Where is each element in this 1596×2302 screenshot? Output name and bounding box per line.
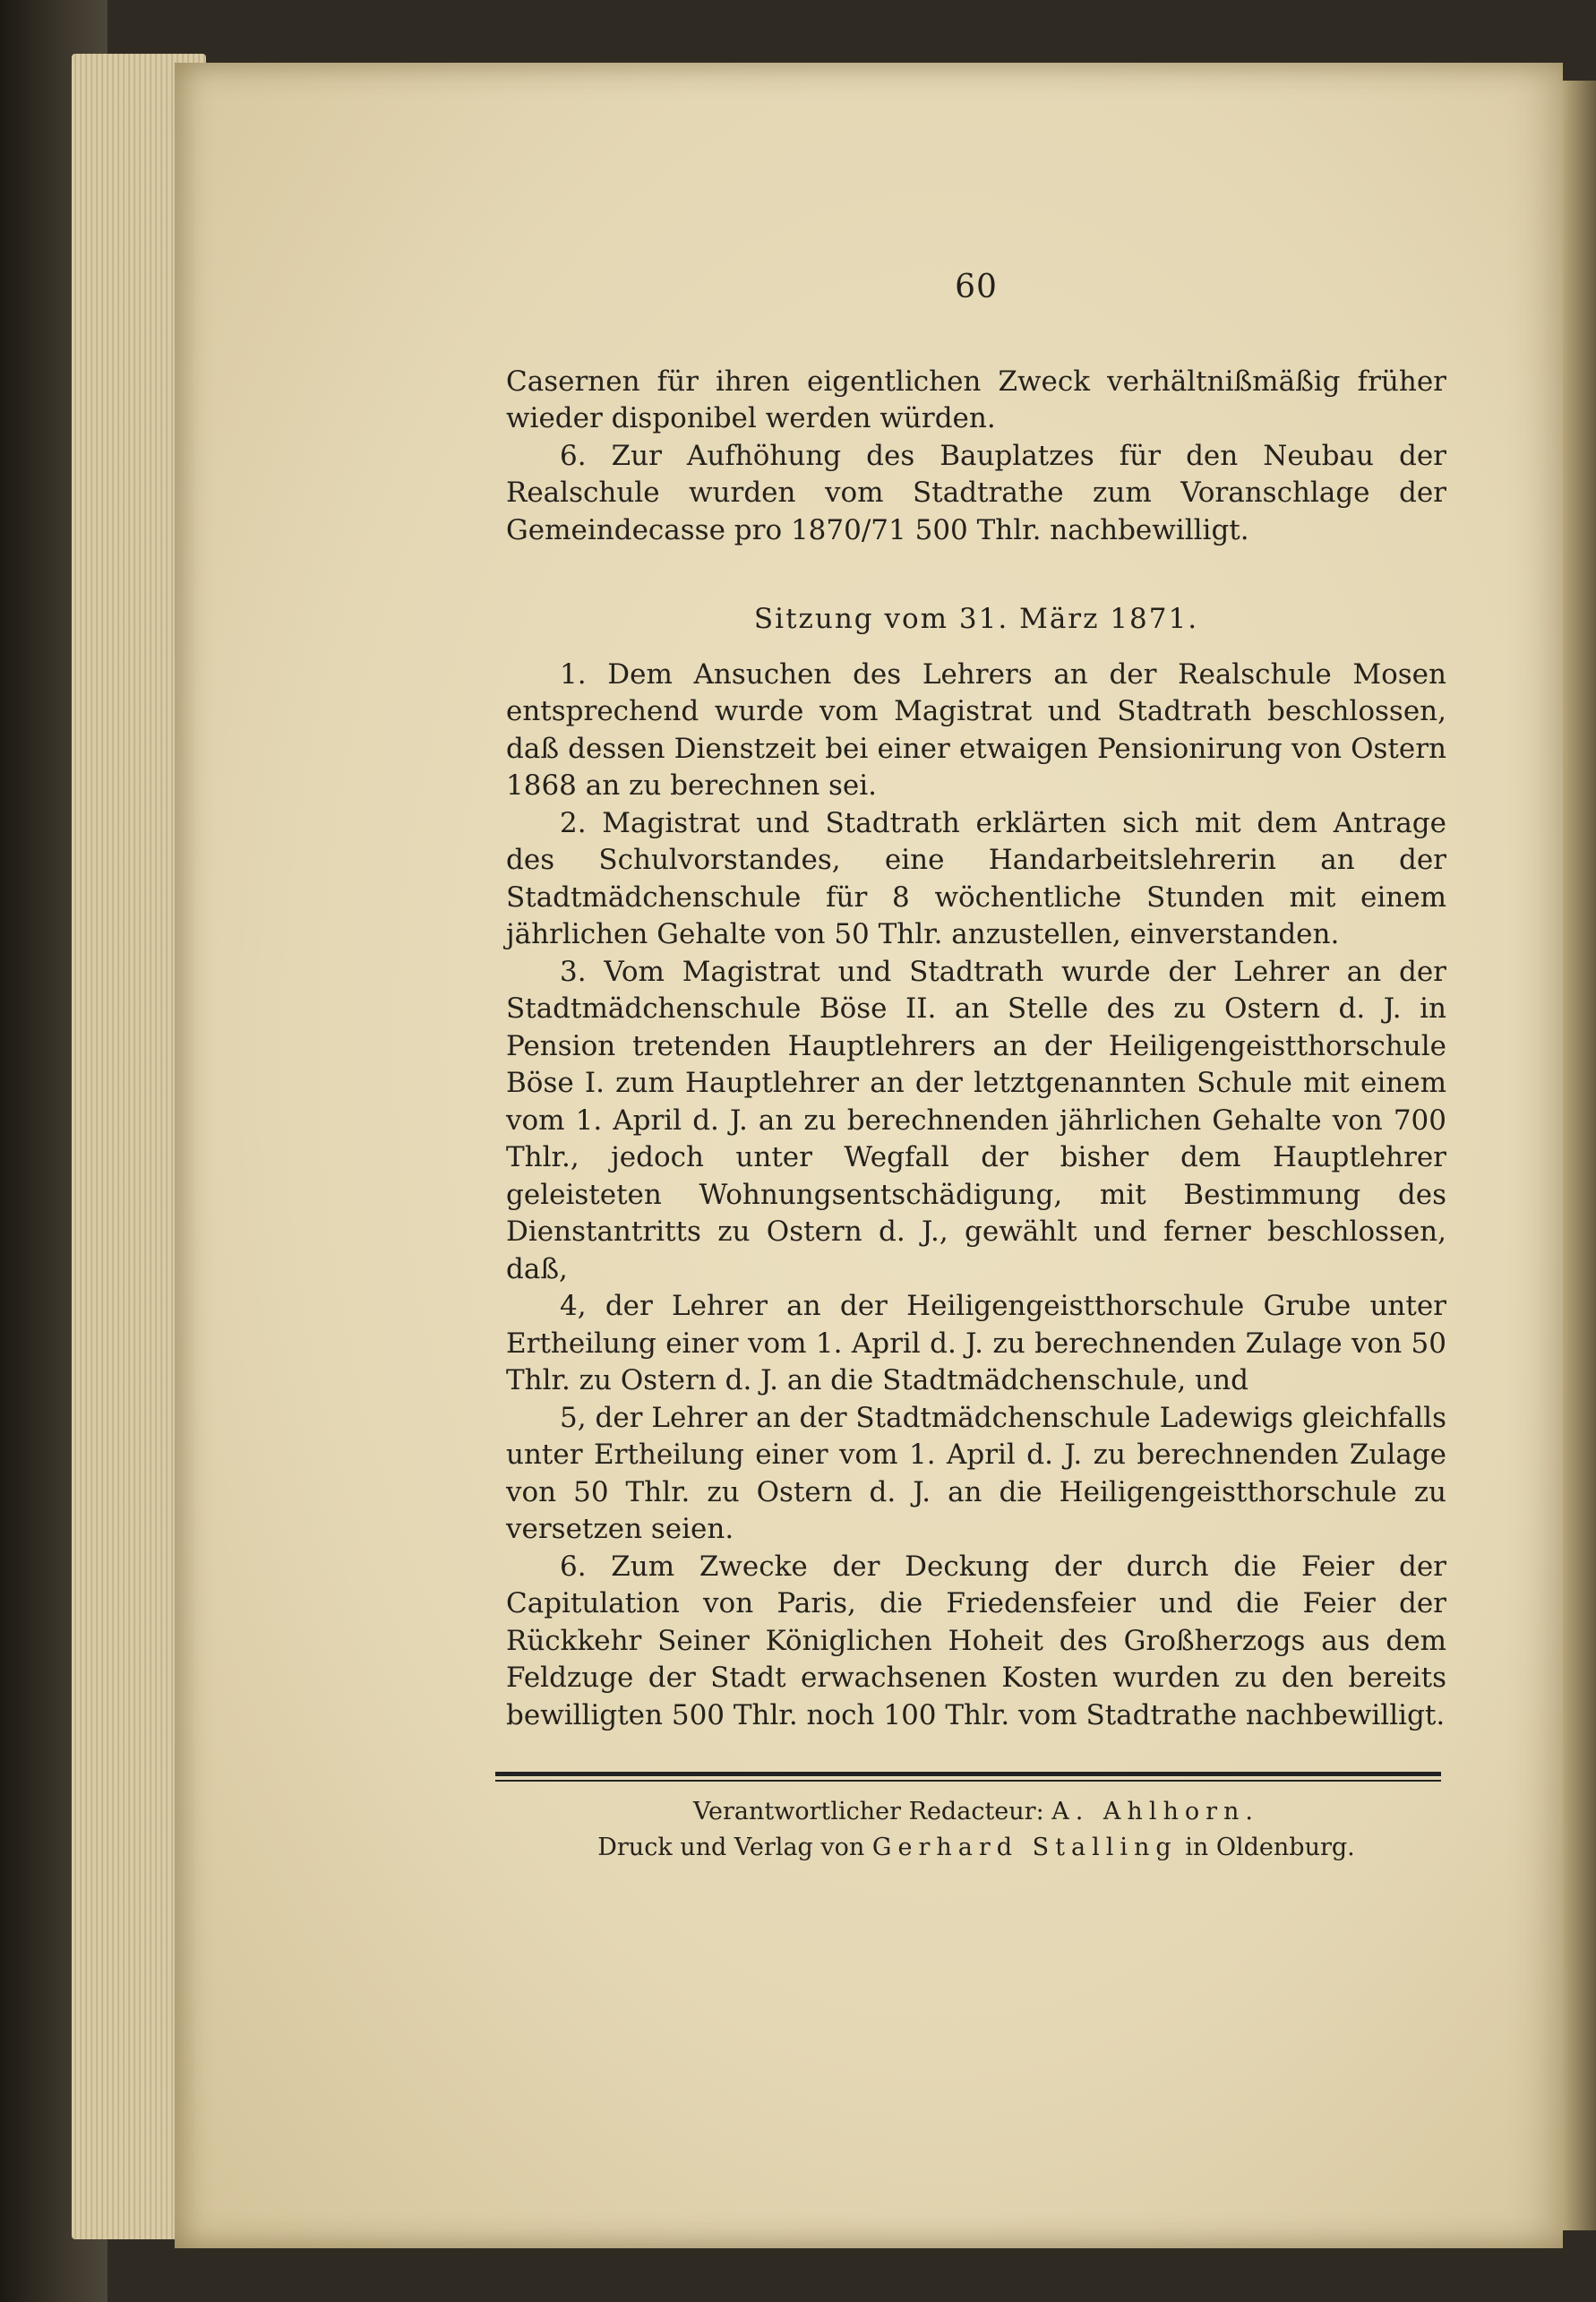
session-item-5: 5, der Lehrer an der Stadtmädchenschule Ladewigs gleichfalls unter Ertheilung einer vom 1. April d. J. zu berechnenden Zulage von 50 Thlr. zu Ostern d. J. an die Heiligengeistthorschule zu versetzen seien. [506,1401,1446,1545]
session-item-3: 3. Vom Magistrat und Stadtrath wurde der Lehrer an der Stadtmädchenschule Böse II. an Stelle des zu Ostern d. J. in Pension tretenden Hauptlehrers an der Heiligengeistthorschule Böse I. zum Hauptlehrer an der letztgenannten Schule mit einem vom 1. April d. J. an zu berechnenden jährlichen Gehalte von 700 Thlr., jedoch unter Wegfall der bisher dem Hauptlehrer geleisteten Wohnungsentschädigung, mit Bestimmung des Dienstantritts zu Ostern d. J., gewählt und ferner beschlossen, daß, [506,955,1446,1285]
item-6-paragraph: 6. Zur Aufhöhung des Bauplatzes für den Neubau der Realschule wurden vom Stadtrathe zum Voranschlage der Gemeindecasse pro 1870/71 500 Thlr. nachbewilligt. [506,439,1446,546]
session-heading: Sitzung vom 31. März 1871. [753,603,1199,635]
printer-suffix: in Oldenburg. [1185,1834,1355,1861]
editor-label: Verantwortlicher Redacteur: [693,1798,1044,1825]
editor-line [506,1794,1446,1830]
right-page-edge [1563,81,1596,2230]
imprint-block [506,1772,1446,1866]
rule-thin [495,1780,1441,1782]
page-number: 60 [955,269,998,305]
printer-name: Gerhard Stalling [871,1834,1178,1861]
printer-line [506,1830,1446,1866]
session-item-1: 1. Dem Ansuchen des Lehrers an der Realschule Mosen entsprechend wurde vom Magistrat und Stadtrath beschlossen, daß dessen Dienstzeit bei einer etwaigen Pensionirung von Ostern 1868 an zu berechnen sei. [506,657,1446,802]
session-item-6: 6. Zum Zwecke der Deckung der durch die Feier der Capitulation von Paris, die Friedensfeier und die Feier der Rückkehr Seiner Königlichen Hoheit des Großherzogs aus dem Feldzuge der Stadt erwachsenen Kosten wurden zu den bereits bewilligten 500 Thlr. noch 100 Thlr. vom Stadtrathe nachbewilligt. [506,1550,1446,1731]
editor-name: A. Ahlhorn. [1051,1798,1259,1825]
intro-paragraph: Casernen für ihren eigentlichen Zweck verhältnißmäßig früher wieder disponibel werden würden. [506,365,1446,434]
rule-thick [495,1772,1441,1776]
printer-prefix: Druck und Verlag von [597,1834,865,1861]
page-text-block [506,269,1446,1866]
session-item-2: 2. Magistrat und Stadtrath erklärten sich mit dem Antrage des Schulvorstandes, eine Handarbeitslehrerin an der Stadtmädchenschule für 8 wöchentliche Stunden mit einem jährlichen Gehalte von 50 Thlr. anzustellen, einverstanden. [506,806,1446,950]
session-item-4: 4, der Lehrer an der Heiligengeistthorschule Grube unter Ertheilung einer vom 1. April d. J. zu berechnenden Zulage von 50 Thlr. zu Ostern d. J. an die Stadtmädchenschule, und [506,1290,1446,1396]
